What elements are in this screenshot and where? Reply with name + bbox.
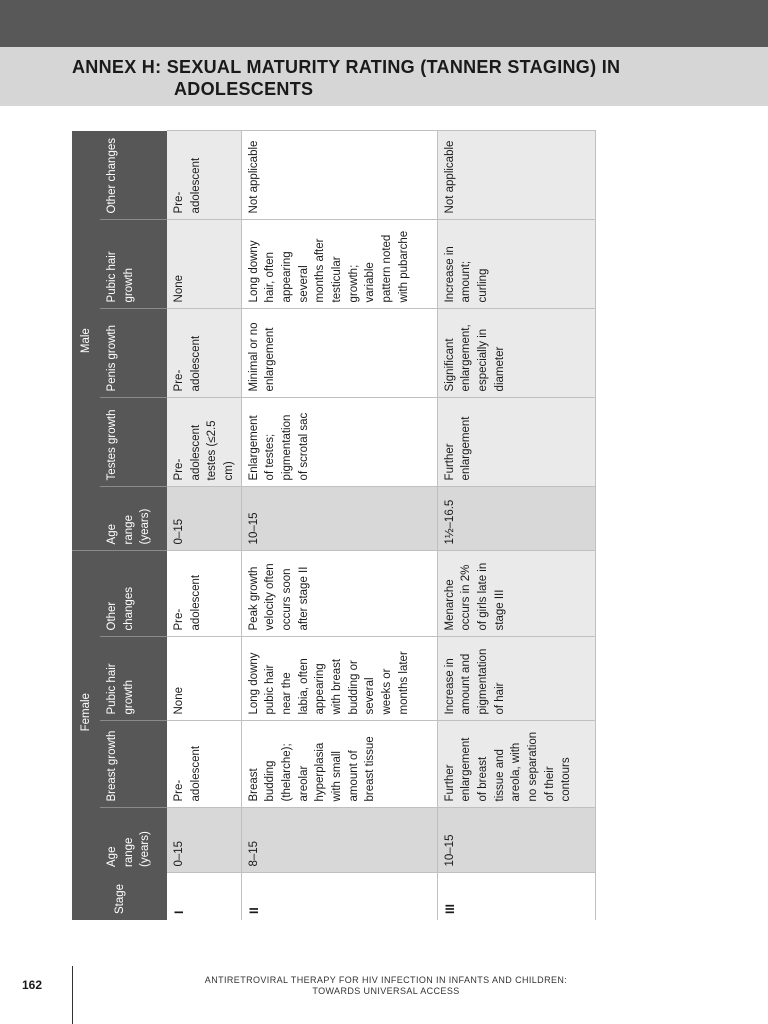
female-other-changes-cell: Pre-adolescent xyxy=(167,551,241,637)
female-pubic-hair-header: Pubic hair growth xyxy=(100,637,167,721)
male-pubic-hair-cell: Increase in amount; curling xyxy=(437,220,595,309)
female-age-range-cell: 10–15 xyxy=(437,808,595,873)
female-header: Female xyxy=(72,551,100,873)
male-other-changes-header: Other changes xyxy=(100,131,167,220)
male-testes-growth-cell: Further enlargement xyxy=(437,398,595,487)
female-breast-growth-cell: Further enlargement of breast tissue and areola, with no separation of their contours xyxy=(437,721,595,808)
female-pubic-hair-cell: Long downy pubic hair near the labia, often appearing with breast budding or several weeks or months later xyxy=(241,637,437,721)
table-row-stage-iii xyxy=(437,131,595,920)
male-age-range-cell: 1½–16.5 xyxy=(437,487,595,551)
footer-line-1: ANTIRETROVIRAL THERAPY FOR HIV INFECTION IN INFANTS AND CHILDREN: xyxy=(204,975,568,985)
male-testes-growth-header: Testes growth xyxy=(100,398,167,487)
stage-header: Stage xyxy=(72,873,167,920)
female-other-changes-header: Other changes xyxy=(100,551,167,637)
female-age-range-cell: 0–15 xyxy=(167,808,241,873)
female-breast-growth-cell: Pre-adolescent xyxy=(167,721,241,808)
female-breast-growth-header: Breast growth xyxy=(100,721,167,808)
male-other-changes-cell: Not applicable xyxy=(241,131,437,220)
rotated-table-container xyxy=(72,131,588,920)
stage-cell: II xyxy=(241,873,437,920)
running-footer xyxy=(178,975,594,997)
page-title-line-2: ADOLESCENTS xyxy=(174,79,314,99)
male-penis-growth-cell: Significant enlargement, especially in diameter xyxy=(437,309,595,398)
male-pubic-hair-cell: None xyxy=(167,220,241,309)
female-breast-growth-cell: Breast budding (thelarche); areolar hyperplasia with small amount of breast tissue xyxy=(241,721,437,808)
male-pubic-hair-header: Pubic hair growth xyxy=(100,220,167,309)
male-testes-growth-cell: Enlargement of testes; pigmentation of scrotal sac xyxy=(241,398,437,487)
male-penis-growth-cell: Minimal or no enlargement xyxy=(241,309,437,398)
footer-line-2: TOWARDS UNIVERSAL ACCESS xyxy=(312,986,460,996)
top-bar xyxy=(0,0,768,47)
male-age-range-header: Age range (years) xyxy=(100,487,167,551)
female-age-range-header: Age range (years) xyxy=(100,808,167,873)
male-header: Male xyxy=(72,131,100,551)
male-pubic-hair-cell: Long downy hair, often appearing several months after testicular growth; variable pattern noted with pubarche xyxy=(241,220,437,309)
male-penis-growth-header: Penis growth xyxy=(100,309,167,398)
male-other-changes-cell: Pre-adolescent xyxy=(167,131,241,220)
footer-divider xyxy=(72,966,73,1024)
female-other-changes-cell: Peak growth velocity often occurs soon after stage II xyxy=(241,551,437,637)
female-other-changes-cell: Menarche occurs in 2% of girls late in stage III xyxy=(437,551,595,637)
male-testes-growth-cell: Pre-adolescent testes (≤2.5 cm) xyxy=(167,398,241,487)
male-other-changes-cell: Not applicable xyxy=(437,131,595,220)
table-row-stage-i xyxy=(167,131,241,920)
table-row-stage-ii xyxy=(241,131,437,920)
page-number: 162 xyxy=(22,978,43,992)
male-age-range-cell: 10–15 xyxy=(241,487,437,551)
male-age-range-cell: 0–15 xyxy=(167,487,241,551)
page-title-line-1: ANNEX H: SEXUAL MATURITY RATING (TANNER STAGING) IN xyxy=(72,57,621,77)
female-age-range-cell: 8–15 xyxy=(241,808,437,873)
stage-cell: III xyxy=(437,873,595,920)
tanner-staging-table xyxy=(72,130,596,920)
female-pubic-hair-cell: None xyxy=(167,637,241,721)
male-penis-growth-cell: Pre-adolescent xyxy=(167,309,241,398)
stage-cell: I xyxy=(167,873,241,920)
female-pubic-hair-cell: Increase in amount and pigmentation of hair xyxy=(437,637,595,721)
